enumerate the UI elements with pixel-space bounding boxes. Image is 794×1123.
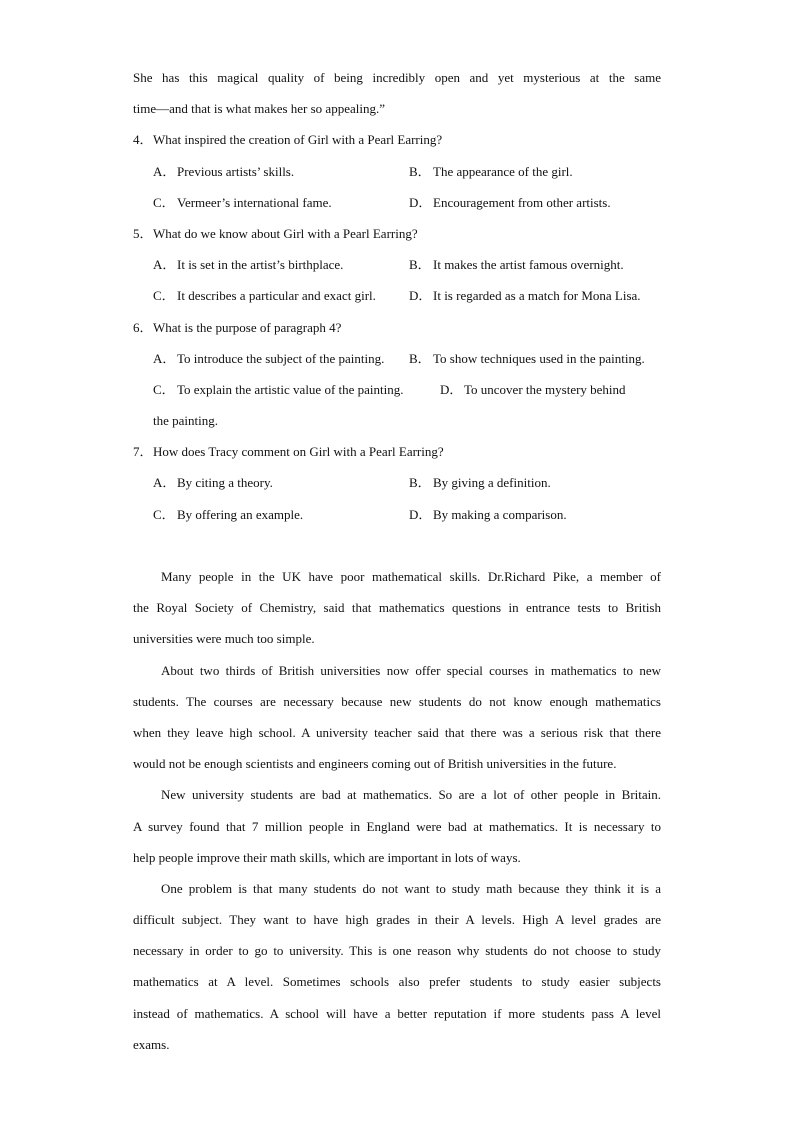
passage-line: time—and that is what makes her so appealing.” [133,101,385,117]
option-d: D． Encouragement from other artists. [409,194,611,210]
question-4 [133,124,661,155]
option-d: D． By making a comparison. [409,506,567,522]
question-stem: What inspired the creation of Girl with a Pearl Earring? [153,132,443,148]
option-d: D． To uncover the mystery behind [440,381,626,397]
passage-line: New university students are bad at mathematics. So are a lot of other people in Britain. [161,787,661,803]
option-a: A． It is set in the artist’s birthplace. [153,257,344,273]
option-a: A． By citing a theory. [153,475,273,491]
passage-line: students. The courses are necessary because new students do not know enough mathematics [133,693,661,709]
passage-line: She has this magical quality of being incredibly open and yet mysterious at the same [133,70,661,85]
option-b: B． To show techniques used in the painting. [409,350,645,366]
question-number: 7． [133,444,153,460]
passage-line: difficult subject. They want to have high grades in their A levels. High A level grades are [133,912,661,928]
question-stem: What do we know about Girl with a Pearl Earring? [153,225,418,241]
passage-line: universities were much too simple. [133,631,315,647]
option-b: B． The appearance of the girl. [409,163,573,179]
passage-line: exams. [133,1036,170,1052]
option-continuation: the painting. [153,413,218,429]
option-c: C． It describes a particular and exact girl. [153,288,376,304]
passage-line: would not be enough scientists and engineers coming out of British universities in the future. [133,756,617,772]
passage-line: About two thirds of British universities now offer special courses in mathematics to new [161,662,661,678]
question-5 [133,218,661,249]
option-row [133,467,661,498]
question-6 [133,312,661,343]
option-a: A． Previous artists’ skills. [153,163,295,179]
question-number: 6． [133,319,153,335]
passage-line: instead of mathematics. A school will have a better reputation if more students pass A level [133,1005,661,1021]
passage-line: Many people in the UK have poor mathematical skills. Dr.Richard Pike, a member of [161,569,661,584]
option-c: C． Vermeer’s international fame. [153,194,332,210]
passage-line: the Royal Society of Chemistry, said that mathematics questions in entrance tests to British [133,600,661,616]
question-stem: How does Tracy comment on Girl with a Pearl Earring? [153,444,444,460]
option-c: C． By offering an example. [153,506,304,522]
document-page [133,62,661,1060]
option-c: C． To explain the artistic value of the painting. [153,381,404,397]
passage-line: One problem is that many students do not want to study math because they think it is a [161,880,661,896]
section-gap [133,530,661,561]
passage-line: help people improve their math skills, which are important in lots of ways. [133,849,521,865]
option-row [133,156,661,187]
option-b: B． By giving a definition. [409,475,551,491]
question-7 [133,436,661,467]
question-stem: What is the purpose of paragraph 4? [153,319,342,335]
question-number: 4． [133,132,153,148]
passage-line: mathematics at A level. Sometimes schools also prefer students to study easier subjects [133,974,661,990]
option-row [133,187,661,218]
option-d: D． It is regarded as a match for Mona Lisa. [409,288,641,304]
option-a: A． To introduce the subject of the painting. [153,350,385,366]
question-number: 5． [133,225,153,241]
option-row [133,249,661,280]
option-row [133,374,661,405]
option-row [133,280,661,311]
option-b: B． It makes the artist famous overnight. [409,257,624,273]
passage-line: A survey found that 7 million people in England were bad at mathematics. It is necessary to [133,818,661,834]
option-row [133,499,661,530]
option-row [133,343,661,374]
passage-line: when they leave high school. A university teacher said that there was a serious risk that there [133,724,661,740]
passage-line: necessary in order to go to university. This is one reason why students do not choose to study [133,943,661,959]
